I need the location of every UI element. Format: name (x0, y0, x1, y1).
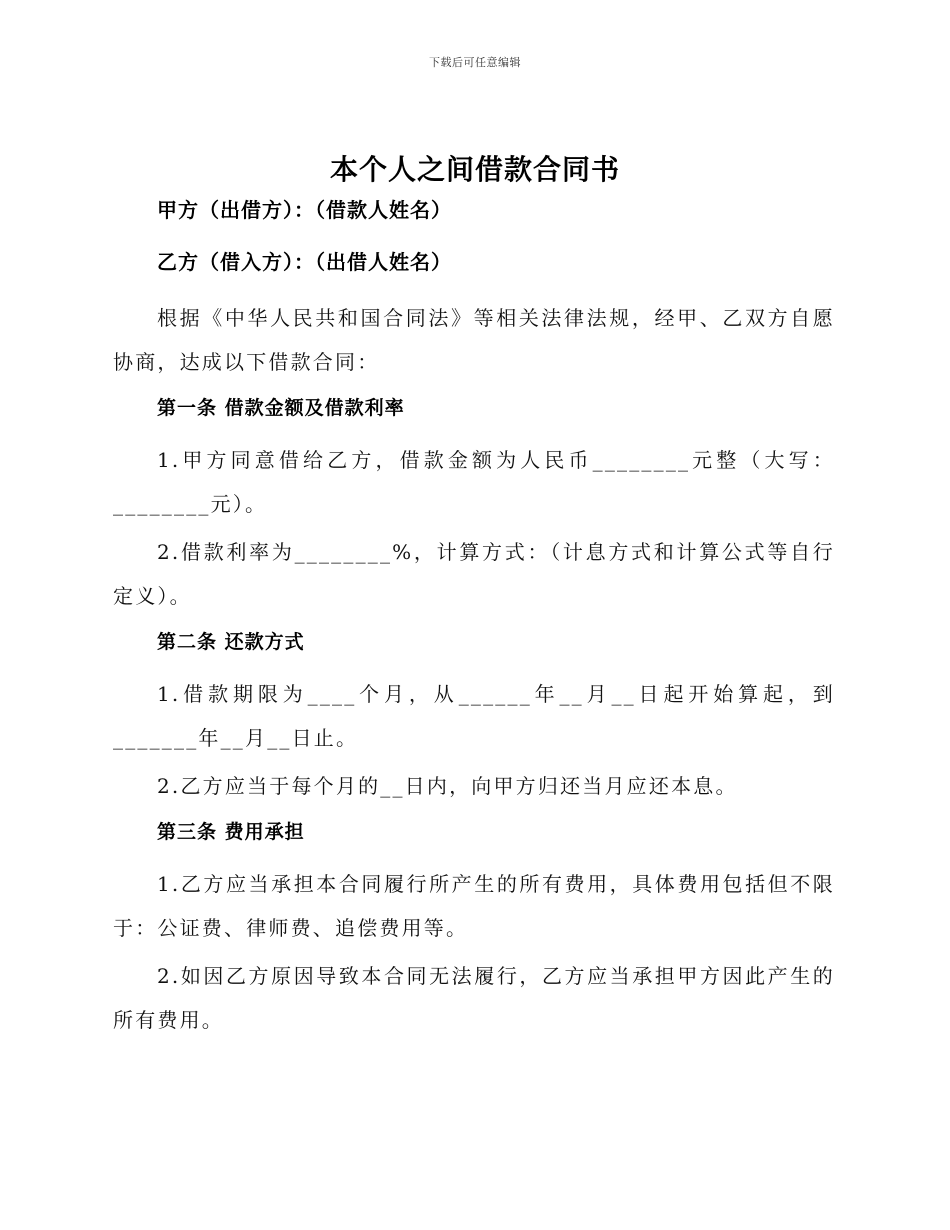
section-2-heading: 第二条 还款方式 (157, 631, 305, 653)
section-1-heading: 第一条 借款金额及借款利率 (157, 397, 405, 419)
party-a-line: 甲方（出借方）：（借款人姓名） (157, 198, 452, 222)
intro-paragraph: 根据《中华人民共和国合同法》等相关法律法规，经甲、乙双方自愿协商，达成以下借款合同： (113, 306, 835, 374)
header-note: 下载后可任意编辑 (429, 56, 521, 69)
section-2-clause-1: 1.借款期限为____个月，从______年__月__日起开始算起，到_______年__月__日止。 (113, 682, 835, 750)
section-1-clause-1: 1.甲方同意借给乙方，借款金额为人民币________元整（大写：________元）。 (113, 448, 835, 516)
section-3-clause-2: 2.如因乙方原因导致本合同无法履行，乙方应当承担甲方因此产生的所有费用。 (113, 964, 835, 1032)
party-b-line: 乙方（借入方）：（出借人姓名） (157, 250, 452, 274)
section-1-clause-2: 2.借款利率为________%，计算方式：（计息方式和计算公式等自行定义）。 (113, 540, 835, 608)
document-title: 本个人之间借款合同书 (329, 153, 620, 186)
section-3-heading: 第三条 费用承担 (157, 821, 305, 843)
section-3-clause-1: 1.乙方应当承担本合同履行所产生的所有费用，具体费用包括但不限于：公证费、律师费、追偿费用等。 (113, 872, 835, 940)
document-body (113, 192, 835, 1046)
section-2-clause-2: 2.乙方应当于每个月的__日内，向甲方归还当月应还本息。 (157, 774, 738, 798)
